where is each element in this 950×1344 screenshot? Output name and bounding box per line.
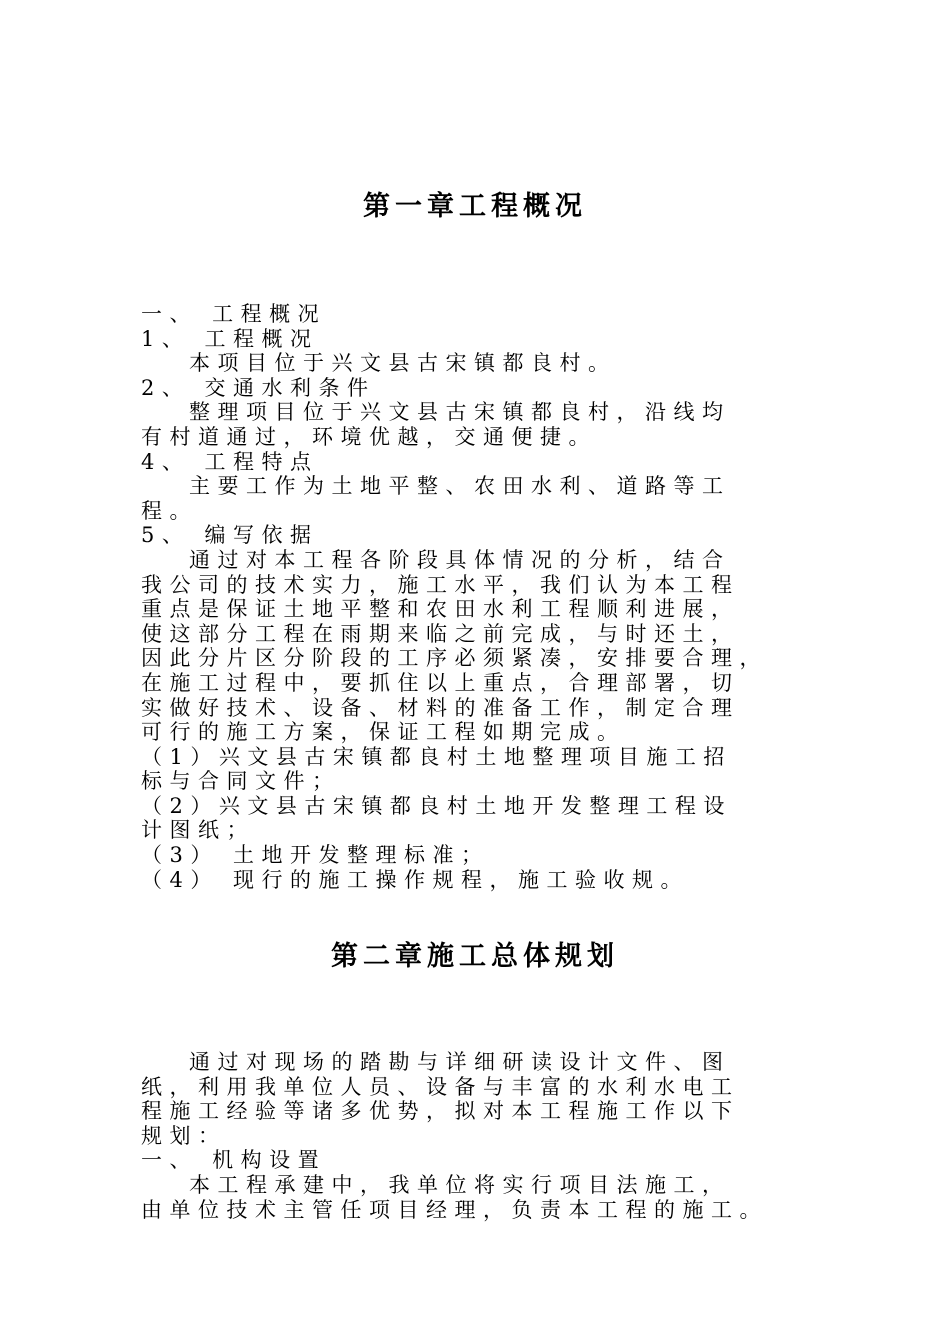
text-line: （3） 土地开发整理标准； [141, 843, 490, 868]
text-line: 规划： [141, 1123, 227, 1148]
text-line: 程施工经验等诸多优势，拟对本工程施工作以下 [141, 1099, 740, 1124]
text-line: 使这部分工程在雨期来临之前完成，与时还土， [141, 621, 740, 646]
text-line: 重点是保证土地平整和农田水利工程顺利进展， [141, 597, 740, 622]
chapter-2-title: 第二章施工总体规划 [331, 941, 619, 972]
chapter-2-body [141, 1050, 841, 1222]
text-line: 5、 编写依据 [141, 523, 319, 548]
text-line: 主要工作为土地平整、农田水利、道路等工 [189, 474, 731, 499]
text-line: 通过对本工程各阶段具体情况的分析，结合 [189, 547, 731, 572]
text-line: 4、 工程特点 [141, 449, 319, 474]
text-line: 计图纸； [141, 818, 255, 843]
chapter-1-body [141, 302, 841, 892]
text-line: 整理项目位于兴文县古宋镇都良村，沿线均 [189, 400, 731, 425]
text-line: 有村道通过，环境优越，交通便捷。 [141, 424, 597, 449]
text-line: 本项目位于兴文县古宋镇都良村。 [189, 351, 617, 376]
text-line: （2）兴文县古宋镇都良村土地开发整理工程设 [141, 793, 732, 818]
text-line: （1）兴文县古宋镇都良村土地整理项目施工招 [141, 744, 732, 769]
text-line: 实做好技术、设备、材料的准备工作，制定合理 [141, 695, 740, 720]
text-line: 2、 交通水利条件 [141, 375, 376, 400]
text-line: 由单位技术主管任项目经理，负责本工程的施工。 [141, 1197, 768, 1222]
text-line: 程。 [141, 498, 198, 523]
text-line: 本工程承建中，我单位将实行项目法施工， [189, 1172, 731, 1197]
text-line: 因此分片区分阶段的工序必须紧凑，安排要合理， [141, 646, 768, 671]
text-line: 在施工过程中，要抓住以上重点，合理部署，切 [141, 670, 740, 695]
text-line: 一、 机构设置 [141, 1148, 327, 1173]
text-line: （4） 现行的施工操作规程，施工验收规。 [141, 867, 690, 892]
text-line: 纸，利用我单位人员、设备与丰富的水利水电工 [141, 1074, 740, 1099]
text-line: 我公司的技术实力，施工水平，我们认为本工程 [141, 572, 740, 597]
text-line: 标与合同文件； [141, 769, 341, 794]
text-line: 一、 工程概况 [141, 302, 327, 326]
text-line: 可行的施工方案，保证工程如期完成。 [141, 720, 626, 745]
chapter-1-title: 第一章工程概况 [363, 191, 587, 222]
text-line: 1、 工程概况 [141, 326, 319, 351]
text-line: 通过对现场的踏勘与详细研读设计文件、图 [189, 1050, 731, 1074]
